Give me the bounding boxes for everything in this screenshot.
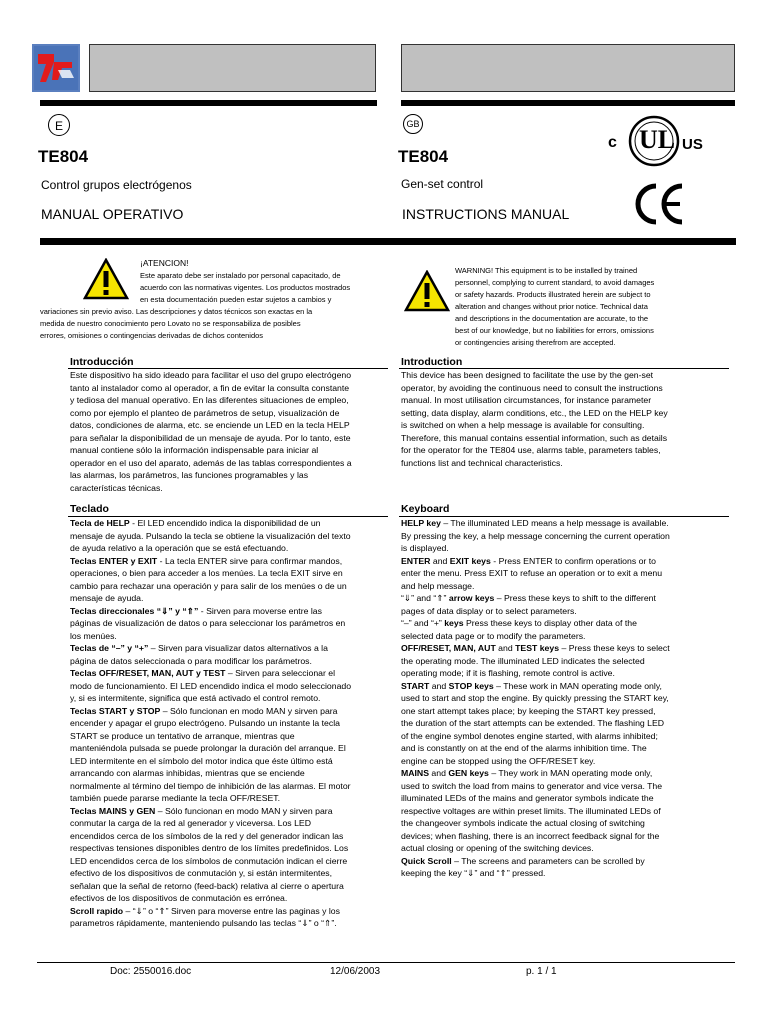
intro-heading-es: Introducción (70, 356, 134, 368)
keyboard-line-es (70, 530, 392, 543)
keyboard-line-es (70, 692, 392, 705)
manual-title-en: INSTRUCTIONS MANUAL (402, 206, 570, 222)
key-description-text: is displayed. (401, 543, 449, 553)
keyboard-line-en (401, 705, 735, 718)
keyboard-line-en (401, 617, 735, 630)
key-name-label: Teclas direccionales “⇓” y “⇑” (70, 605, 199, 616)
key-description-text: pages of data display or to select parameters. (401, 605, 577, 616)
key-description-text: manteniéndola pulsada se puede prolongar la duración del arranque. El (70, 743, 346, 753)
key-description-text: “–” and “+” (401, 618, 445, 628)
keyboard-line-es (70, 742, 392, 755)
key-description-text: operating mode; if it is flashing, remote control is active. (401, 668, 615, 678)
key-description-text: mensaje de ayuda. Pulsando la tecla se obtiene la visualización del texto (70, 530, 351, 541)
key-description-text: – Sirven para seleccionar el (225, 668, 336, 678)
key-description-text: engine can be stopped using the OFF/RESET key. (401, 755, 596, 766)
key-name-label: Tecla de HELP (70, 518, 130, 528)
ce-mark (632, 182, 688, 226)
top-rule-left (40, 100, 377, 106)
intro-line-es: y tediosa del manual operativo. En las diferentes situaciones de empleo, (70, 395, 349, 405)
key-name-label: MAINS (401, 768, 429, 778)
key-name-label: START (401, 680, 430, 691)
key-description-text: of the engine symbol denotes engine started, with alarms inhibited; (401, 730, 658, 741)
intro-paragraph-es (70, 369, 392, 494)
keyboard-line-es (70, 905, 392, 918)
intro-line-es: como por ejemplo el planteo de parámetros de setup, visualización de (70, 407, 340, 418)
intro-line-en: for the operator for the TE804 use, alarms table, parameters tables, (401, 445, 661, 455)
key-name-label: Teclas START y STOP (70, 705, 161, 716)
key-description-text: respectivas tensiones disponibles dentro de los límites predefinidos. Los (70, 843, 349, 853)
key-name-label: Teclas de “–” y “+” (70, 643, 149, 653)
keyboard-line-es (70, 667, 392, 680)
keyboard-line-en (401, 780, 735, 793)
key-description-text: devices; when flashing, there is an incorrect feedback signal for the (401, 830, 660, 841)
top-rule-right (401, 100, 735, 106)
footer-doc: Doc: 2550016.doc (110, 966, 192, 977)
intro-line-es: para señalar la disponibilidad de un mensaje de ayuda. Por lo tanto, este (70, 432, 351, 443)
lovato-logo-icon (32, 44, 80, 92)
keyboard-line-en (401, 605, 735, 618)
key-description-text: and (430, 555, 450, 566)
key-description-text: START se produce un tentativo de arranque, mientras que (70, 730, 295, 741)
key-description-text: – “⇓” o “⇑” Sirven para moverse entre las paginas y los (123, 905, 340, 916)
key-description-text: conmutar la carga de la red al generador y viceversa. Los LED (70, 818, 311, 828)
keyboard-line-es (70, 580, 392, 593)
warning-icon-es (83, 258, 129, 300)
keyboard-line-es (70, 892, 392, 905)
keyboard-line-es (70, 630, 392, 643)
key-name-label: OFF/RESET, MAN, AUT (401, 643, 496, 653)
intro-line-es: características técnicas. (70, 482, 163, 493)
key-description-text: mensaje de ayuda. (70, 593, 144, 603)
keyboard-line-es (70, 542, 392, 555)
header-box-right (401, 44, 735, 92)
warning-line-en: personnel, complying to current standard, to avoid damages (455, 278, 655, 287)
key-description-text: normalmente al término del tiempo de inhibición de las alarmas. El motor (70, 780, 351, 791)
keyboard-line-es (70, 867, 392, 880)
intro-line-en: Therefore, this manual contains essential information, such as details (401, 432, 668, 443)
key-description-text: – Press these keys to shift to the different (494, 593, 656, 603)
keyboard-line-en (401, 805, 735, 818)
keyboard-line-en (401, 730, 735, 743)
key-description-text: - El LED encendido indica la disponibilidad de un (129, 518, 321, 528)
intro-line-en: manual. In most utilisation circumstances, for instance parameter (401, 395, 652, 405)
keyboard-line-en (401, 792, 735, 805)
key-name-label: ENTER (401, 555, 431, 566)
key-name-label: Teclas ENTER y EXIT (70, 555, 158, 566)
keyboard-line-en (401, 830, 735, 843)
key-description-text: efectivos de los dispositivos de conmutación es errónea. (70, 893, 288, 903)
keyboard-line-en (401, 867, 735, 880)
key-description-text: señalan que la señal de retorno (feed-back) relativa al cierre o apertura (70, 880, 344, 891)
key-description-text: and is constantly on at the end of the alarms inhibition time. The (401, 743, 647, 753)
key-description-text: LED intermitente en el símbolo del motor indica que éste último está (70, 755, 333, 766)
key-description-text: – They work in MAN operating mode only, (488, 768, 653, 778)
model-title-es: TE804 (38, 147, 89, 166)
key-name-label: EXIT keys (449, 555, 491, 566)
keyboard-line-en (401, 517, 735, 530)
keyboard-line-en (401, 542, 735, 555)
keyboard-line-en (401, 567, 735, 580)
key-description-text: – Sirven para visualizar datos alternativos a la (148, 643, 328, 653)
keyboard-line-es (70, 555, 392, 568)
key-description-text: the changeover symbols indicate the actual closing of switching (401, 818, 645, 828)
warning-line-en: and descriptions in the documentation are accurate, to the (455, 314, 649, 323)
key-description-text: - Sirven para moverse entre las (198, 605, 322, 616)
intro-line-en: functions list and technical characteristics. (401, 457, 563, 468)
warning-title-es: ¡ATENCION! (140, 258, 189, 268)
warning-line-en: WARNING! This equipment is to be installed by trained (455, 266, 638, 275)
keyboard-line-es (70, 792, 392, 805)
keyboard-line-es (70, 605, 392, 618)
key-description-text: and (429, 768, 449, 778)
intro-line-es: operador en el uso del aparato, además de las tablas correspondientes a (70, 457, 352, 468)
key-description-text: LED encendidos cerca de los símbolos de conmutación indican el cierre (70, 855, 348, 866)
language-gb-badge: GB (403, 114, 423, 134)
keyboard-line-en (401, 630, 735, 643)
key-name-label: Teclas MAINS y GEN (70, 805, 156, 816)
keyboard-line-en (401, 742, 735, 755)
key-description-text: los menúes. (70, 630, 117, 641)
key-description-text: By pressing the key, a help message concerning the current operation (401, 530, 670, 541)
intro-heading-en: Introduction (401, 356, 463, 368)
language-es-badge: E (48, 114, 70, 136)
keyboard-line-en (401, 717, 735, 730)
key-description-text: cambio para rechazar una operación y para salir de los menúes o de un (70, 580, 347, 591)
intro-line-es: tanto al instalador como al operador, a fin de evitar la consulta constante (70, 382, 350, 393)
key-name-label: GEN keys (448, 768, 489, 778)
intro-line-es: datos, condiciones de alarma, etc. se enciende un LED en la tecla HELP (70, 420, 350, 430)
key-name-label: TEST keys (515, 643, 560, 653)
warning-line-es: Este aparato debe ser instalado por personal capacitado, de (140, 271, 341, 280)
header-box-left (89, 44, 376, 92)
ul-c-label: c (608, 134, 617, 151)
key-description-text: the duration of the start attempts can be extended. The flashing LED (401, 718, 665, 728)
key-description-text: arrancando con alarmas inhibidas, mientras que se enciende (70, 768, 305, 778)
keyboard-line-en (401, 555, 735, 568)
ul-us-label: US (682, 136, 703, 153)
keyboard-paragraph-en (401, 517, 735, 880)
model-title-en: TE804 (398, 147, 449, 166)
key-description-text: illuminated LEDs of the mains and generator symbols indicate the (401, 793, 654, 803)
warning-line-es: errores, omisiones o contingencias derivadas de dichos contenidos (40, 331, 264, 340)
keyboard-line-es (70, 642, 392, 655)
keyboard-line-en (401, 655, 735, 668)
intro-line-en: operator, by avoiding the continuous need to consult the instructions (401, 382, 663, 393)
keyboard-line-es (70, 855, 392, 868)
key-description-text: modo de funcionamiento. El LED encendido indica el modo seleccionado (70, 680, 352, 691)
keyboard-line-es (70, 680, 392, 693)
intro-line-es: manual contiene sólo la información indispensable para iniciar al (70, 445, 319, 455)
key-description-text: and (495, 643, 516, 653)
ul-label: UL (639, 125, 676, 154)
keyboard-line-es (70, 817, 392, 830)
keyboard-line-es (70, 830, 392, 843)
intro-line-en: This device has been designed to facilitate the use by the gen-set (401, 370, 654, 380)
key-description-text: página de datos seleccionada o para modificar los parámetros. (70, 655, 312, 666)
intro-line-en: setting, data display, alarm conditions, etc., the LED on the HELP key (401, 407, 668, 418)
keyboard-line-en (401, 667, 735, 680)
intro-line-es: Este dispositivo ha sido ideado para facilitar el uso del grupo electrógeno (70, 370, 352, 380)
warning-line-en: best of our knowledge, but no liabilities for errors, omissions (455, 326, 654, 335)
key-description-text: – Sólo funcionan en modo MAN y sirven para (155, 805, 333, 816)
footer-date: 12/06/2003 (330, 966, 381, 977)
keyboard-line-en (401, 580, 735, 593)
warning-line-en: or safety hazards. Products illustrated herein are subject to (455, 290, 651, 299)
manual-title-es: MANUAL OPERATIVO (41, 206, 184, 222)
key-description-text: used to switch the load from mains to generator and vice versa. The (401, 780, 663, 791)
keyboard-line-es (70, 767, 392, 780)
key-description-text: respective voltages are within preset limits. The illuminated LEDs of (401, 805, 661, 816)
key-description-text: parametros rápidamente, manteniendo pulsando las teclas “⇓” o “⇑”. (70, 918, 337, 928)
key-description-text: – Press these keys to select (559, 643, 670, 653)
key-description-text: – Sólo funcionan en modo MAN y sirven para (160, 705, 338, 716)
keyboard-line-en (401, 642, 735, 655)
warning-line-es: en esta documentación pueden estar sujetos a cambios y (140, 295, 332, 304)
keyboard-heading-en: Keyboard (401, 503, 450, 515)
ul-certification-mark (604, 108, 708, 174)
key-description-text: páginas de visualización de datos o para seleccionar los parámetros en (70, 618, 346, 628)
key-description-text: “⇓” and “⇑” (401, 593, 449, 603)
keyboard-line-es (70, 517, 392, 530)
key-description-text: de ayuda relativo a la operación que se está efectuando. (70, 543, 289, 553)
key-description-text: - Press ENTER to confirm operations or to (490, 555, 656, 566)
warning-line-es: medida de nuestro conocimiento pero Lovato no se responsabiliza de posibles (40, 319, 301, 328)
warning-line-es: acuerdo con las normativas vigentes. Los productos mostrados (140, 283, 351, 292)
keyboard-line-en (401, 592, 735, 605)
key-description-text: efectivo de los dispositivos de conmutación y, si están intermitentes, (70, 868, 333, 878)
keyboard-line-es (70, 717, 392, 730)
warning-line-en: alteration and changes without prior notice. Technical data (455, 302, 648, 311)
keyboard-line-en (401, 680, 735, 693)
keyboard-line-en (401, 692, 735, 705)
keyboard-line-es (70, 730, 392, 743)
keyboard-line-es (70, 655, 392, 668)
key-name-label: STOP keys (448, 680, 494, 691)
key-description-text: encender y apagar el grupo electrógeno. Pulsando un instante la tecla (70, 718, 340, 728)
warning-line-en: or contingencies arising therefrom are accepted. (455, 338, 616, 347)
key-name-label: arrow keys (448, 593, 495, 603)
keyboard-line-en (401, 767, 735, 780)
keyboard-line-en (401, 855, 735, 868)
key-name-label: Teclas OFF/RESET, MAN, AUT y TEST (70, 668, 226, 678)
keyboard-line-en (401, 842, 735, 855)
key-description-text: selected data page or to modify the parameters. (401, 630, 586, 641)
subtitle-en: Gen-set control (401, 177, 484, 191)
key-description-text: actual closing or opening of the switching devices. (401, 843, 594, 853)
key-description-text: one start attempt takes place; by keeping the START key pressed, (401, 705, 656, 716)
key-description-text: enter the menu. Press EXIT to refuse an operation or to exit a menu (401, 568, 663, 578)
key-name-label: Quick Scroll (401, 855, 452, 866)
footer-page: p. 1 / 1 (526, 966, 557, 977)
key-description-text: Press these keys to display other data of the (463, 618, 637, 628)
warning-icon-en (404, 270, 450, 312)
keyboard-heading-es: Teclado (70, 503, 109, 515)
key-description-text: and help message. (401, 580, 475, 591)
key-name-label: keys (444, 618, 464, 628)
key-description-text: – These work in MAN operating mode only, (493, 680, 662, 691)
subtitle-es: Control grupos electrógenos (41, 178, 192, 192)
key-description-text: and (429, 680, 449, 691)
key-name-label: Scroll rapido (70, 905, 124, 916)
keyboard-line-es (70, 567, 392, 580)
keyboard-line-en (401, 817, 735, 830)
footer-rule (37, 962, 735, 963)
keyboard-line-es (70, 805, 392, 818)
intro-line-es: las alarmas, los parámetros, las funciones programables y las (70, 470, 309, 480)
keyboard-line-es (70, 705, 392, 718)
key-description-text: – The screens and parameters can be scrolled by (451, 855, 645, 866)
keyboard-line-en (401, 530, 735, 543)
keyboard-line-es (70, 842, 392, 855)
intro-line-en: is switched on when a help message is available for consulting. (401, 420, 645, 430)
key-description-text: used to start and stop the engine. By quickly pressing the START key, (401, 693, 669, 703)
warning-line-es: variaciones sin previo aviso. Las descripciones y datos técnicos son exactas en la (40, 307, 313, 316)
keyboard-line-es (70, 880, 392, 893)
key-description-text: y, si es intermitente, significa que está activado el control remoto. (70, 693, 321, 703)
keyboard-line-es (70, 917, 392, 930)
intro-paragraph-en (401, 369, 735, 469)
key-name-label: HELP key (401, 518, 441, 528)
key-description-text: the operating mode. The illuminated LED indicates the selected (401, 655, 645, 666)
key-description-text: operaciones, o bien para acceder a los menúes. La tecla EXIT sirve en (70, 568, 343, 578)
keyboard-line-es (70, 780, 392, 793)
key-description-text: keeping the key “⇓” and “⇑” pressed. (401, 868, 546, 878)
key-description-text: - La tecla ENTER sirve para confirmar mandos, (157, 555, 343, 566)
keyboard-line-es (70, 617, 392, 630)
key-description-text: también puede pararse mediante la tecla OFF/RESET. (70, 793, 281, 803)
divider-rule (40, 238, 736, 245)
keyboard-line-es (70, 755, 392, 768)
keyboard-paragraph-es (70, 517, 392, 930)
keyboard-line-es (70, 592, 392, 605)
key-description-text: – The illuminated LED means a help message is available. (440, 518, 669, 528)
keyboard-line-en (401, 755, 735, 768)
key-description-text: encendidos cerca de los símbolos de la red y del generador indican las (70, 830, 344, 841)
